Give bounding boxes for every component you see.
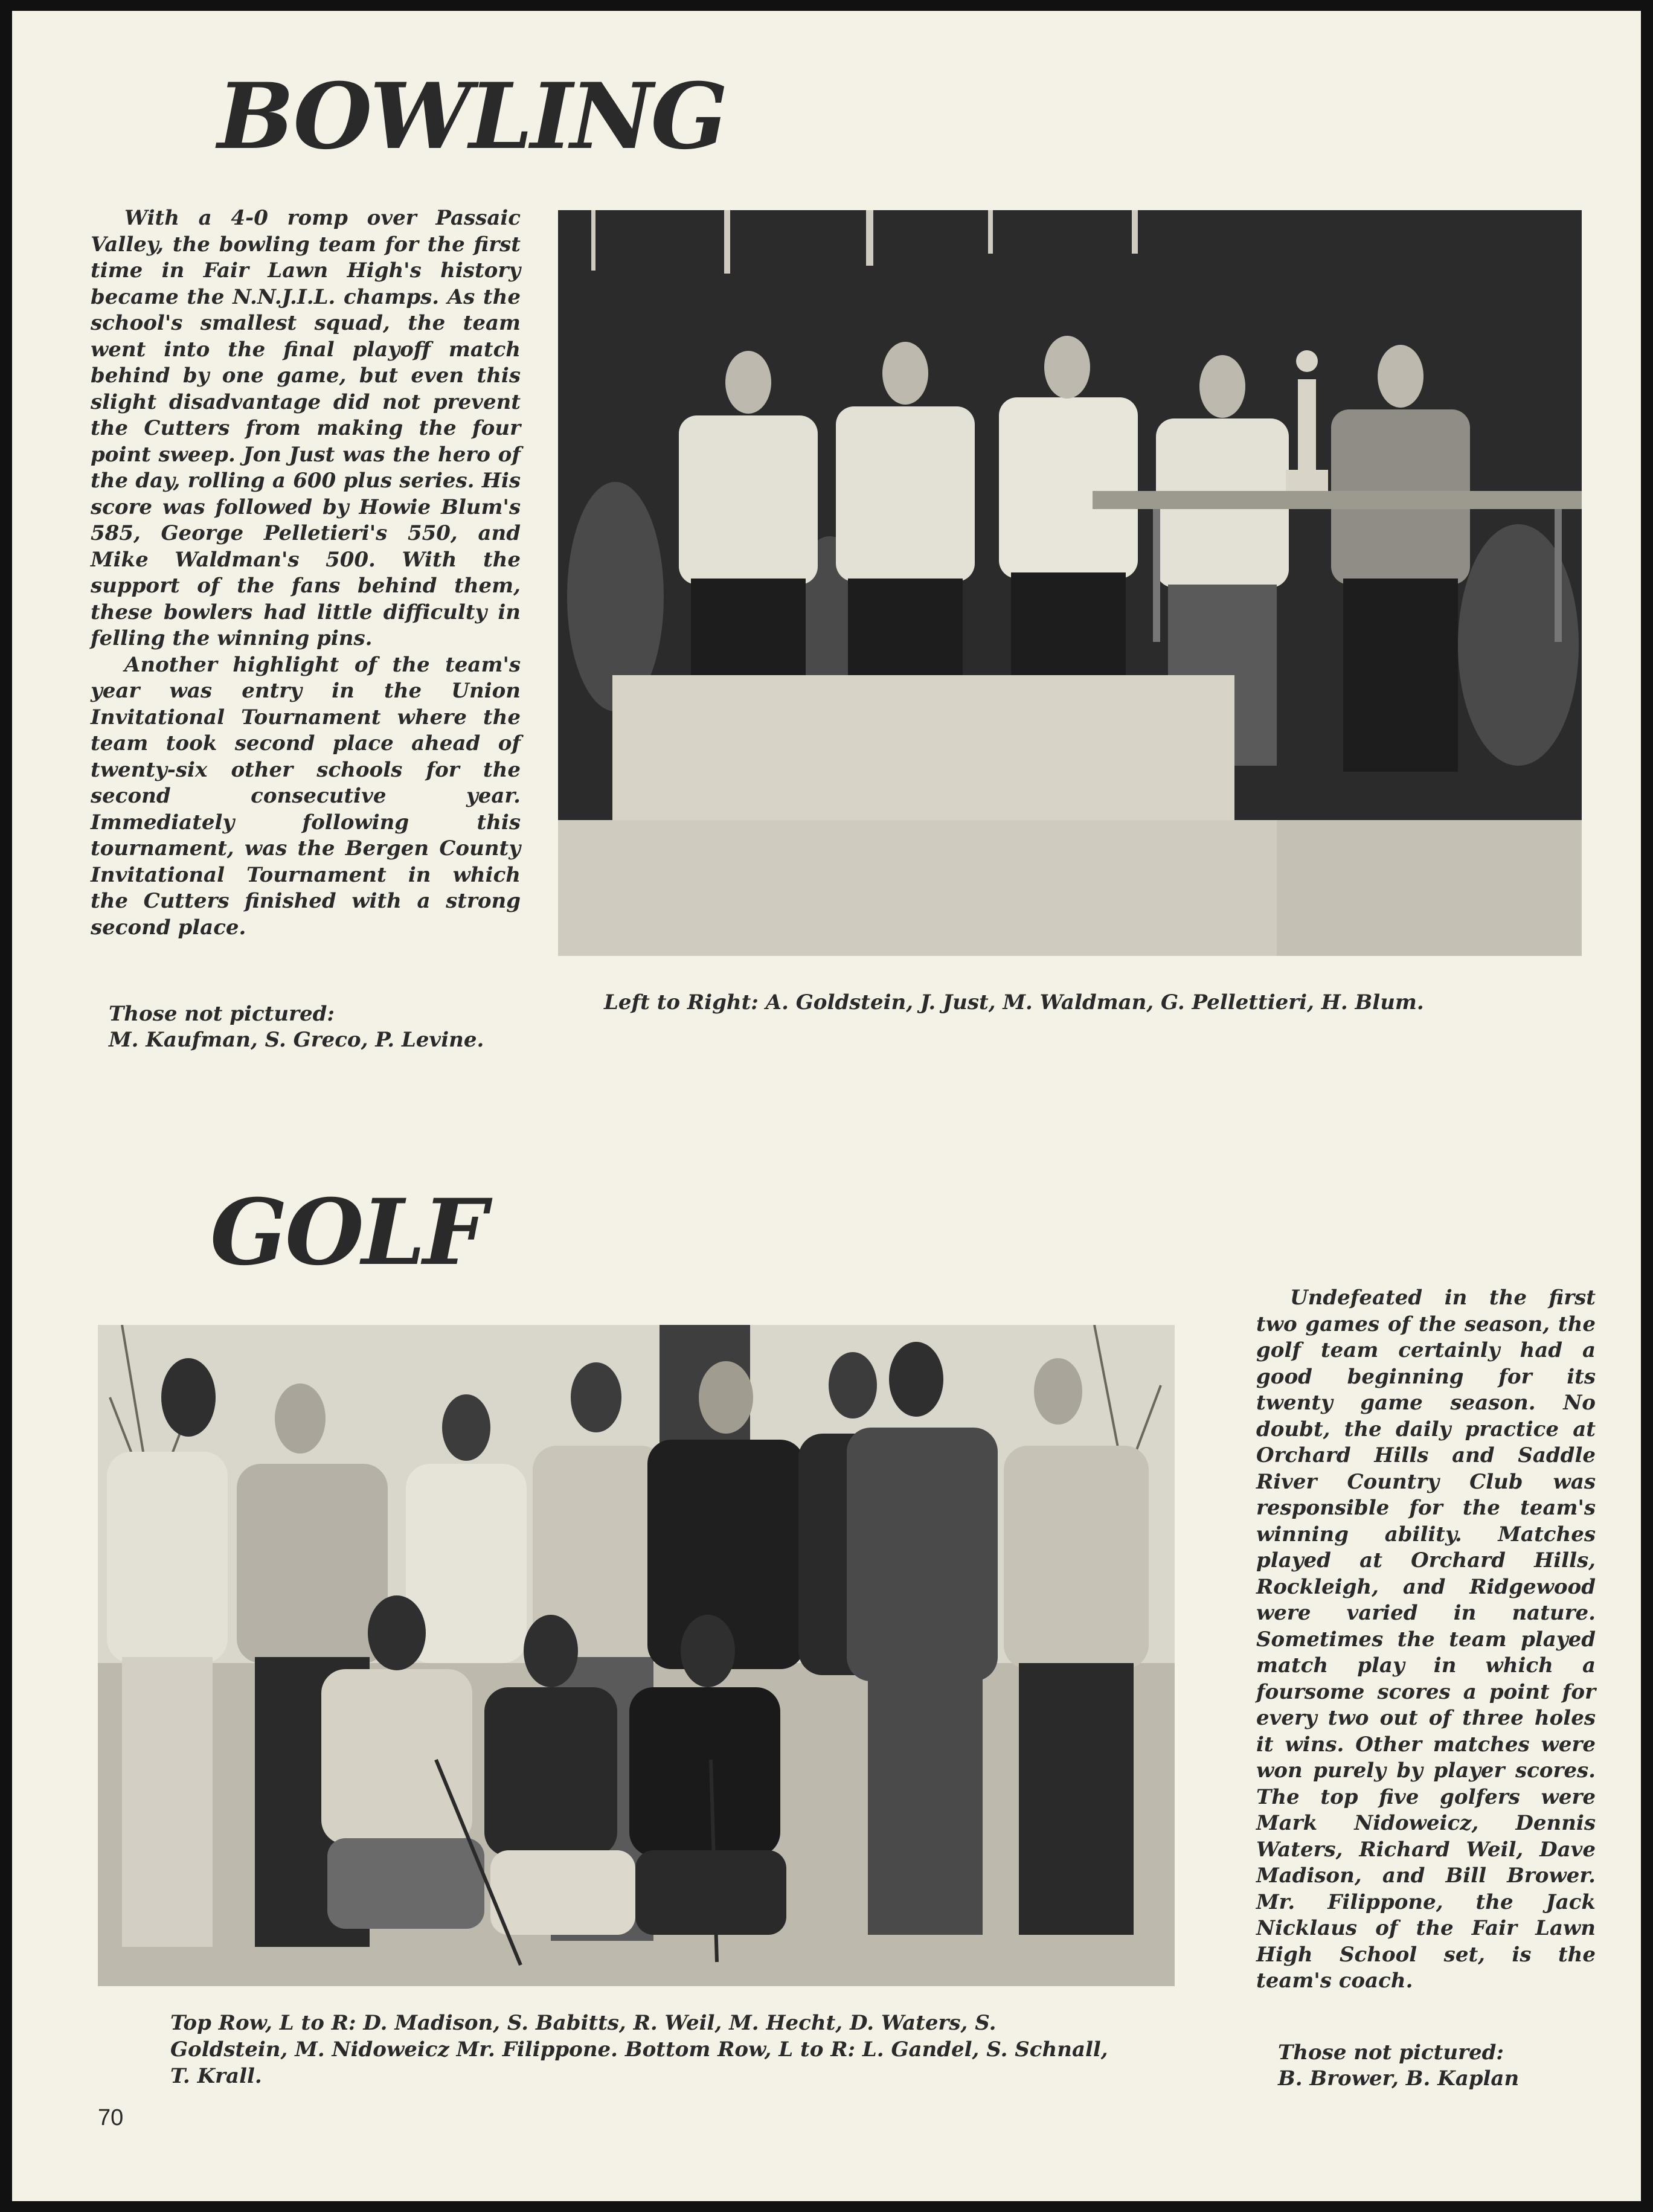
bowling-heading: BOWLING xyxy=(217,63,726,170)
bowling-not-pictured-names: M. Kaufman, S. Greco, P. Levine. xyxy=(109,1028,484,1052)
bowling-paragraph-1: With a 4-0 romp over Passaic Valley, the bowling team for the first time in Fair Lawn High's history became the N.N.J.I.L. champs. As the school's smallest squad, the team went into the final playoff match behind by one game, but even this slight disadvantage did not prevent the Cutters from making the four point sweep. Jon Just was the hero of the day, rolling a 600 plus series. His score was followed by Howie Blum's 585, George Pelletieri's 550, and Mike Waldman's 500. With the support of the fans behind them, these bowlers had little difficulty in felling the winning pins. xyxy=(91,206,521,650)
golf-paragraph-1: Undefeated in the first two games of the season, the golf team certainly had a good beginning for its twenty game season. No doubt, the daily practice at Orchard Hills and Saddle River Country Club was responsible for the team's winning ability. Matches played at Orchard Hills, Rockleigh, and Ridgewood were varied in nature. Sometimes the team played match play in which a foursome scores a point for every two out of three holes it wins. Other matches were won purely by player scores. The top five golfers were Mark Nidoweicz, Dennis Waters, Richard Weil, Dave Madison, and Bill Brower. Mr. Filippone, the Jack Nicklaus of the Fair Lawn High School set, is the team's coach. xyxy=(1256,1286,1596,1993)
bowling-team-photo xyxy=(558,210,1582,956)
golf-article xyxy=(1256,1285,1596,1995)
golf-not-pictured xyxy=(1278,2040,1519,2092)
golf-team-photo xyxy=(98,1325,1175,1986)
golf-photo-caption: Top Row, L to R: D. Madison, S. Babitts, R. Weil, M. Hecht, D. Waters, S. Goldstein, M. Nidoweicz Mr. Filippone. Bottom Row, L to R: L. Gandel, S. Schnall, T. Krall. xyxy=(170,2011,1108,2088)
golf-not-pictured-names: B. Brower, B. Kaplan xyxy=(1278,2066,1520,2091)
bowling-not-pictured xyxy=(109,1001,484,1053)
bowling-paragraph-2: Another highlight of the team's year was entry in the Union Invitational Tournament where the team took second place ahead of twenty-six other schools for the second consecutive year. Immediately following this tournament, was the Bergen County Invitational Tournament in which the Cutters finished with a strong second place. xyxy=(91,652,521,940)
bowling-article xyxy=(91,205,521,941)
golf-heading: GOLF xyxy=(210,1179,485,1286)
yearbook-page xyxy=(12,11,1641,2201)
bowling-photo-caption: Left to Right: A. Goldstein, J. Just, M. Waldman, G. Pellettieri, H. Blum. xyxy=(604,990,1424,1015)
page-number: 70 xyxy=(98,2105,124,2130)
golf-not-pictured-label: Those not pictured: xyxy=(1278,2040,1504,2065)
bowling-not-pictured-label: Those not pictured: xyxy=(109,1002,335,1026)
